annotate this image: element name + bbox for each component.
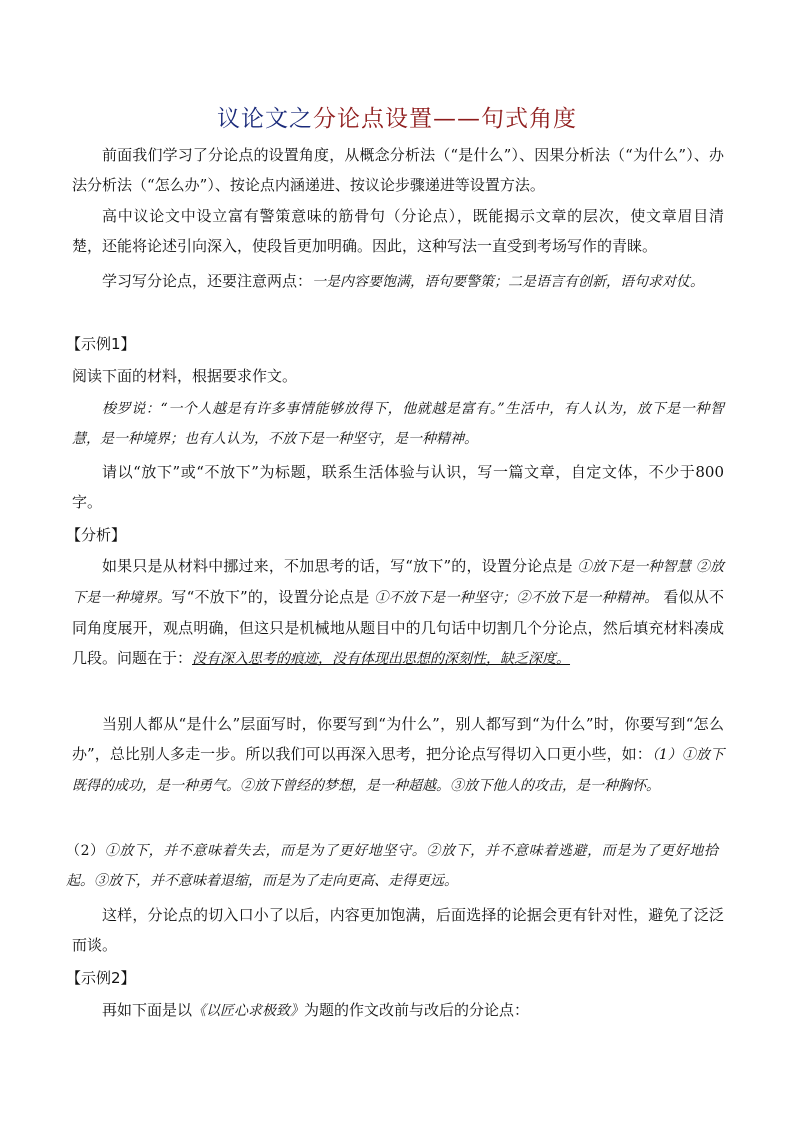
example-2-intro bbox=[72, 995, 724, 1026]
analysis-p2-ru: 如： bbox=[621, 745, 652, 763]
example-1-heading: 【示例1】 bbox=[66, 335, 136, 353]
intro-paragraph-3-points: 一是内容要饱满，语句要警策；二是语言有创新，语句求对仗。 bbox=[312, 274, 705, 290]
analysis-list-2-num: （2） bbox=[66, 843, 105, 859]
analysis-p2-list-1: （1）①放下既得的成功，是一种勇气。②放下曾经的梦想，是一种超越。③放下他人的攻击，是一种胸怀。 bbox=[72, 747, 724, 794]
analysis-p1-lead: 如果只是从材料中挪过来，不加思考的话，写“放下”的，设置分论点是 bbox=[102, 557, 573, 575]
analysis-heading: 【分析】 bbox=[66, 526, 127, 544]
analysis-list-2 bbox=[66, 836, 718, 896]
intro-paragraph-2: 高中议论文中设立富有警策意味的筋骨句（分论点），既能揭示文章的层次，使文章眉目清楚，还能将论述引向深入，使段旨更加明确。因此，这种写法一直受到考场写作的青睐。 bbox=[72, 207, 724, 255]
example-1-quote: 梭罗说：“一个人越是有许多事情能够放得下，他就越是富有。”生活中，有人认为，放下是一种智慧，是一种境界；也有人认为，不放下是一种坚守，是一种精神。 bbox=[72, 401, 724, 447]
example-2-lead: 再如下面是以 bbox=[102, 1001, 193, 1019]
example-1-instruction: 阅读下面的材料，根据要求作文。 bbox=[72, 367, 298, 385]
title-part-1: 议论文之 bbox=[217, 106, 313, 132]
example-2-essay-title: 《以匠心求极致》 bbox=[192, 1003, 305, 1019]
intro-paragraph-3 bbox=[72, 266, 724, 297]
intro-paragraph-3-lead: 学习写分论点，还要注意两点： bbox=[102, 272, 313, 290]
title-part-2: 分论点设置——句式角度 bbox=[313, 106, 577, 132]
analysis-p1-mid: 写“不放下”的，设置分论点是 bbox=[171, 588, 370, 606]
example-2-heading: 【示例2】 bbox=[66, 969, 136, 987]
analysis-p2-text: 当别人都从“是什么”层面写时，你要写到“为什么”，别人都写到“为什么”时，你要写到“怎么办”，总比别人多走一步。所以我们可以再深入思考，把分论点写得切入口更小些， bbox=[72, 715, 724, 763]
analysis-p1-point-2: ②放下是一种境界。 bbox=[72, 559, 724, 606]
page-title bbox=[0, 100, 794, 133]
example-1-task: 请以“放下”或“不放下”为标题，联系生活体验与认识，写一篇文章，自定文体，不少于800字。 bbox=[72, 463, 724, 511]
intro-paragraph-1: 前面我们学习了分论点的设置角度，从概念分析法（“是什么”）、因果分析法（“为什么”）、办法分析法（“怎么办”）、按论点内涵递进、按议论步骤递进等设置方法。 bbox=[72, 146, 724, 194]
analysis-p1-underlined: 没有深入思考的痕迹，没有体现出思想的深刻性，缺乏深度。 bbox=[192, 651, 571, 667]
example-2-tail: 为题的作文改前与改后的分论点： bbox=[304, 1001, 530, 1019]
analysis-list-2-text: ①放下，并不意味着失去，而是为了更好地坚守。②放下，并不意味着逃避，而是为了更好地拾起。③放下，并不意味着退缩，而是为了走向更高、走得更远。 bbox=[66, 843, 718, 889]
analysis-paragraph-3: 这样，分论点的切入口小了以后，内容更加饱满，后面选择的论据会更有针对性，避免了泛泛而谈。 bbox=[72, 906, 724, 954]
analysis-p1-points-3: ①不放下是一种坚守；②不放下是一种精神。 bbox=[374, 590, 659, 606]
analysis-p1-tail: 看似从不同角度展开，观点明确，但这只是机械地从题目中的几句话中切割几个分论点，然后填充材料凑成几段。问题在于： bbox=[72, 588, 724, 667]
analysis-p1-point-1: ①放下是一种智慧 bbox=[577, 559, 691, 575]
analysis-paragraph-2 bbox=[72, 709, 724, 801]
analysis-paragraph-1 bbox=[72, 551, 724, 674]
